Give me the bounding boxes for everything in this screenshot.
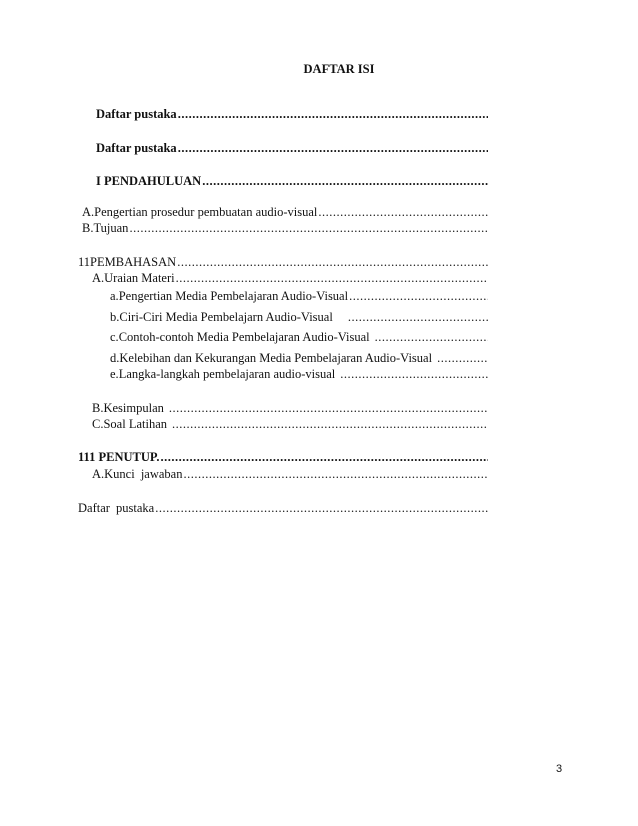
toc-entry-label: Kunci jawaban bbox=[104, 467, 183, 481]
toc-entry-uraian-materi[interactable] bbox=[92, 271, 488, 286]
toc-entry-prefix: B. bbox=[92, 401, 104, 415]
toc-entry-prefix: A. bbox=[82, 205, 95, 219]
dot-leader bbox=[177, 255, 488, 270]
toc-entry-label: Uraian Materi bbox=[104, 271, 175, 285]
toc-entry-label: 111 PENUTUP. bbox=[78, 450, 160, 464]
toc-entry-daftar-pustaka-3[interactable] bbox=[78, 501, 488, 516]
toc-entry-prefix: 11 bbox=[78, 255, 91, 269]
dot-leader bbox=[348, 310, 488, 325]
dot-leader bbox=[340, 367, 488, 382]
toc-entry-daftar-pustaka-1[interactable] bbox=[96, 107, 488, 122]
toc-entry-kunci-jawaban[interactable] bbox=[92, 467, 488, 482]
toc-entry-pengertian-prosedur[interactable] bbox=[82, 205, 488, 220]
toc-entry-label: Tujuan bbox=[93, 221, 129, 235]
toc-entry-langka-langkah[interactable] bbox=[110, 367, 488, 382]
toc-entry-tujuan[interactable] bbox=[82, 221, 488, 236]
toc-entry-penutup[interactable] bbox=[78, 450, 488, 465]
dot-leader bbox=[349, 289, 488, 304]
toc-entry-pendahuluan[interactable] bbox=[96, 174, 488, 189]
toc-entry-label: Kesimpulan bbox=[103, 401, 164, 415]
dot-leader bbox=[437, 351, 488, 366]
dot-leader bbox=[178, 141, 488, 156]
toc-entry-label: Kelebihan dan Kekurangan Media Pembelajaran Audio-Visual bbox=[119, 351, 433, 365]
toc-entry-soal-latihan[interactable] bbox=[92, 417, 488, 432]
page-number: 3 bbox=[556, 763, 563, 775]
toc-entry-label: I PENDAHULUAN bbox=[96, 174, 202, 188]
dot-leader bbox=[169, 401, 488, 416]
dot-leader bbox=[202, 174, 488, 189]
dot-leader bbox=[318, 205, 488, 220]
toc-entry-prefix: B. bbox=[82, 221, 94, 235]
toc-entry-label: Contoh-contoh Media Pembelajaran Audio-Visual bbox=[118, 330, 370, 344]
toc-entry-pembahasan[interactable] bbox=[78, 255, 488, 270]
toc-entry-label: Pengertian prosedur pembuatan audio-visual bbox=[94, 205, 318, 219]
toc-entry-prefix: A. bbox=[92, 271, 105, 285]
toc-entry-label: Daftar pustaka bbox=[96, 141, 177, 155]
toc-entry-label: Daftar pustaka bbox=[96, 107, 177, 121]
toc-entry-pengertian-media[interactable] bbox=[110, 289, 488, 304]
page-title: DAFTAR ISI bbox=[303, 62, 375, 76]
dot-leader bbox=[129, 221, 488, 236]
toc-entry-prefix: e. bbox=[110, 367, 119, 381]
dot-leader bbox=[375, 330, 488, 345]
toc-entry-label: Pengertian Media Pembelajaran Audio-Visual bbox=[118, 289, 349, 303]
toc-entry-label: Langka-langkah pembelajaran audio-visual bbox=[118, 367, 336, 381]
toc-entry-prefix: d. bbox=[110, 351, 120, 365]
toc-entry-ciri-ciri[interactable] bbox=[110, 310, 488, 325]
toc-entry-prefix: b. bbox=[110, 310, 120, 324]
toc-entry-prefix: c. bbox=[110, 330, 119, 344]
toc-entry-daftar-pustaka-2[interactable] bbox=[96, 141, 488, 156]
dot-leader bbox=[161, 450, 488, 465]
toc-entry-label: Daftar pustaka bbox=[78, 501, 155, 515]
toc-entry-label: Soal Latihan bbox=[103, 417, 167, 431]
toc-entry-contoh-contoh[interactable] bbox=[110, 330, 488, 345]
toc-entry-label: PEMBAHASAN bbox=[90, 255, 177, 269]
dot-leader bbox=[178, 107, 488, 122]
dot-leader bbox=[172, 417, 488, 432]
toc-entry-prefix: A. bbox=[92, 467, 105, 481]
toc-entry-label: Ciri-Ciri Media Pembelajarn Audio-Visual bbox=[119, 310, 333, 324]
toc-entry-kesimpulan[interactable] bbox=[92, 401, 488, 416]
dot-leader bbox=[183, 467, 488, 482]
toc-entry-prefix: a. bbox=[110, 289, 119, 303]
toc-entry-prefix: C. bbox=[92, 417, 104, 431]
toc-entry-kelebihan[interactable] bbox=[110, 351, 488, 366]
dot-leader bbox=[176, 271, 488, 286]
dot-leader bbox=[155, 501, 488, 516]
